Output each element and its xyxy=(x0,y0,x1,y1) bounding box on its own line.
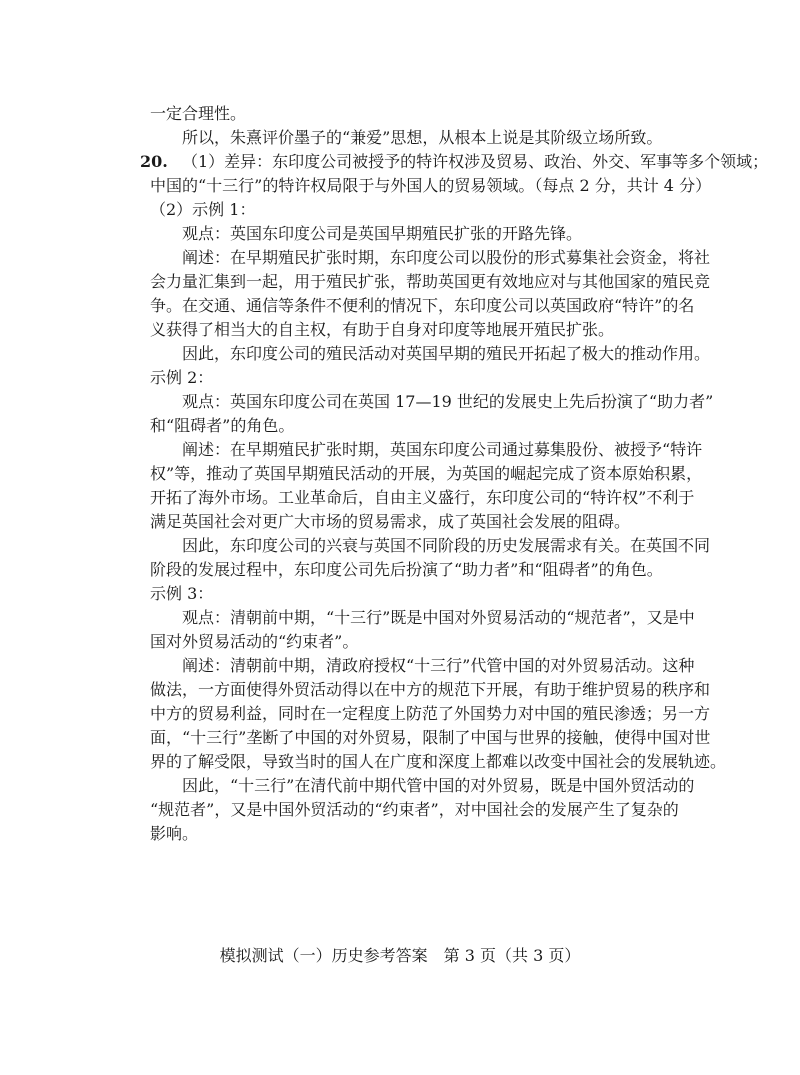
text-line: 会力量汇集到一起，用于殖民扩张，帮助英国更有效地应对与其他国家的殖民竞 xyxy=(150,272,711,291)
question-number: 20. xyxy=(140,152,168,171)
text-line: 国对外贸易活动的“约束者”。 xyxy=(150,632,359,651)
text-line: 中国的“十三行”的特许权局限于与外国人的贸易领域。（每点 2 分，共计 4 分） xyxy=(150,176,712,195)
text-line: 义获得了相当大的自主权，有助于自身对印度等地展开殖民扩张。 xyxy=(150,320,615,339)
text-line: 因此，东印度公司的殖民活动对英国早期的殖民开拓起了极大的推动作用。 xyxy=(182,344,711,363)
text-line: 中方的贸易利益，同时在一定程度上防范了外国势力对中国的殖民渗透；另一方 xyxy=(150,704,711,723)
text-line: 满足英国社会对更广大市场的贸易需求，成了英国社会发展的阻碍。 xyxy=(150,512,631,531)
text-line: 面，“十三行”垄断了中国的对外贸易，限制了中国与世界的接触，使得中国对世 xyxy=(150,728,711,747)
text-line: “规范者”，又是中国外贸活动的“约束者”，对中国社会的发展产生了复杂的 xyxy=(150,800,679,819)
text-line: 做法，一方面使得外贸活动得以在中方的规范下开展，有助于维护贸易的秩序和 xyxy=(150,680,711,699)
text-line: 界的了解受限，导致当时的国人在广度和深度上都难以改变中国社会的发展轨迹。 xyxy=(150,752,727,771)
text-line: 示例 3： xyxy=(150,584,214,603)
text-line: 观点：英国东印度公司在英国 17—19 世纪的发展史上先后扮演了“助力者” xyxy=(182,392,714,411)
text-line: 观点：清朝前中期，“十三行”既是中国对外贸易活动的“规范者”，又是中 xyxy=(182,608,695,627)
text-line: 影响。 xyxy=(150,824,199,843)
text-line: 所以，朱熹评价墨子的“兼爱”思想，从根本上说是其阶级立场所致。 xyxy=(182,128,663,147)
text-line: 因此，东印度公司的兴衰与英国不同阶段的历史发展需求有关。在英国不同 xyxy=(182,536,711,555)
text-line: 权”等，推动了英国早期殖民活动的开展，为英国的崛起完成了资本原始积累， xyxy=(150,464,703,483)
text-line: 因此，“十三行”在清代前中期代管中国的对外贸易，既是中国外贸活动的 xyxy=(182,776,695,795)
page-footer: 模拟测试（一）历史参考答案 第 3 页（共 3 页） xyxy=(219,946,581,965)
text-line: （1）差异：东印度公司被授予的特许权涉及贸易、政治、外交、军事等多个领域； xyxy=(182,152,769,171)
text-line: 争。在交通、通信等条件不便利的情况下，东印度公司以英国政府“特许”的名 xyxy=(150,296,695,315)
text-line: 阐述：在早期殖民扩张时期，东印度公司以股份的形式募集社会资金，将社 xyxy=(182,248,711,267)
text-line: （2）示例 1： xyxy=(150,200,256,219)
text-line: 阐述：清朝前中期，清政府授权“十三行”代管中国的对外贸易活动。这种 xyxy=(182,656,695,675)
text-line: 阐述：在早期殖民扩张时期，英国东印度公司通过募集股份、被授予“特许 xyxy=(182,440,703,459)
text-line: 开拓了海外市场。工业革命后，自由主义盛行，东印度公司的“特许权”不利于 xyxy=(150,488,695,507)
text-line: 和“阻碍者”的角色。 xyxy=(150,416,295,435)
text-line: 观点：英国东印度公司是英国早期殖民扩张的开路先锋。 xyxy=(182,224,583,243)
text-line: 一定合理性。 xyxy=(150,104,247,123)
text-line: 阶段的发展过程中，东印度公司先后扮演了“助力者”和“阻碍者”的角色。 xyxy=(150,560,663,579)
text-line: 示例 2： xyxy=(150,368,214,387)
